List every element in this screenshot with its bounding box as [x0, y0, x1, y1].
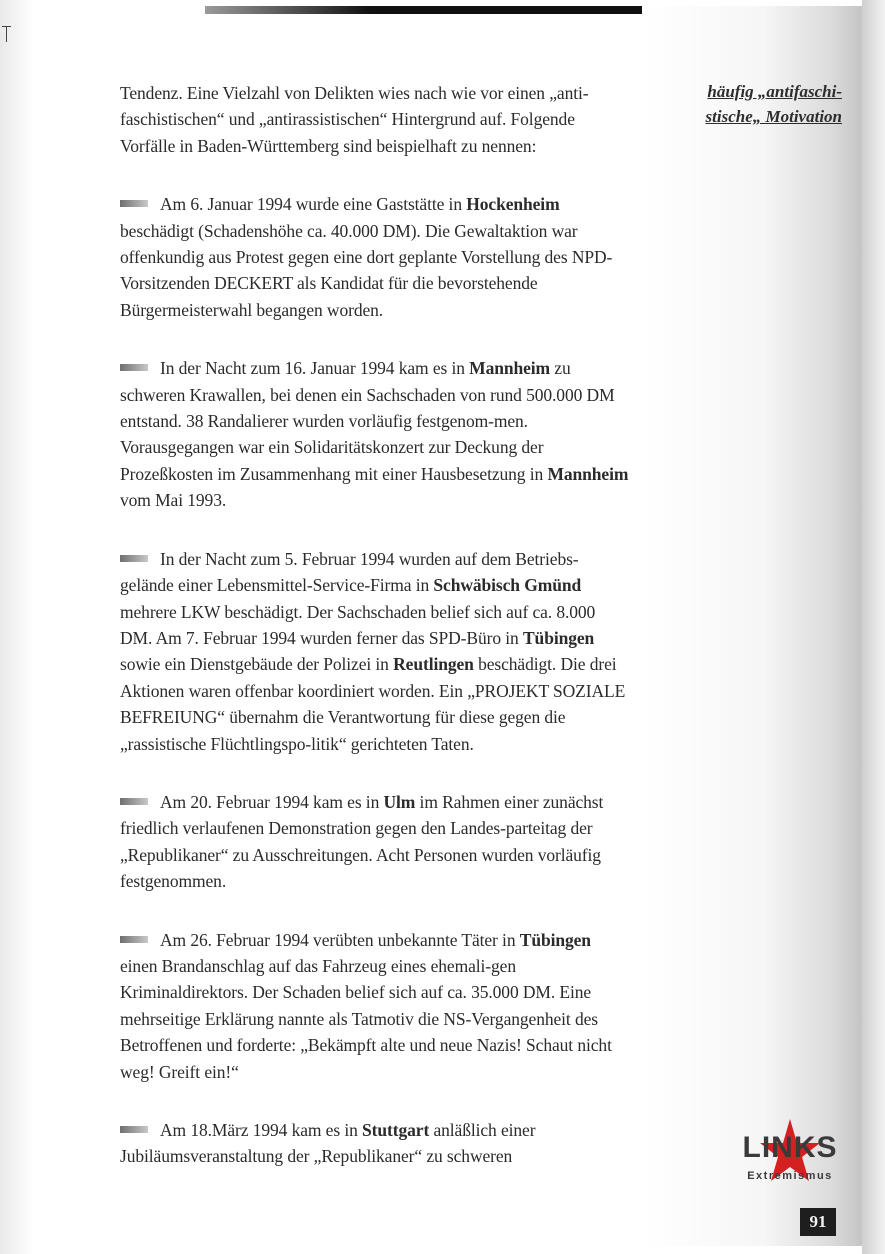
logo-subtitle: Extremismus — [747, 1170, 833, 1182]
paragraph-text: einen Brandanschlag auf das Fahrzeug eines ehemali-gen Kriminaldirektors. Der Schaden belief sich auf ca. 35.000 DM. Eine mehrseitige Erklärung nannte als Tatmotiv die NS-Vergangenheit des Betroffenen und forderte: „Bekämpft alte und neue Nazis! Schaut nicht weg! Greift ein!“ — [120, 955, 612, 1082]
paragraph — [120, 546, 630, 757]
logo-title: LINKS — [742, 1131, 838, 1164]
bullet-icon — [120, 798, 148, 805]
paragraph — [120, 80, 630, 159]
paragraph-text: anläßlich einer Jubiläumsveranstaltung der „Republikaner“ zu schweren — [120, 1120, 536, 1167]
place-name: Mannheim — [469, 358, 551, 379]
paragraph-text: Am 26. Februar 1994 verübten unbekannte Täter in — [160, 929, 520, 950]
paragraph-text: In der Nacht zum 16. Januar 1994 kam es in — [160, 358, 470, 379]
bullet-icon — [120, 936, 148, 943]
page-left-edge — [0, 0, 34, 1254]
place-name: Ulm — [383, 791, 416, 812]
place-name: Tübingen — [522, 627, 595, 648]
page-number: 91 — [800, 1208, 836, 1236]
place-name: Stuttgart — [362, 1120, 430, 1140]
paragraph — [120, 1117, 630, 1170]
body-text — [120, 80, 630, 1170]
place-name: Reutlingen — [393, 654, 474, 675]
bullet-icon — [120, 1126, 148, 1133]
bullet-icon — [120, 364, 148, 371]
paragraph-text: vom Mai 1993. — [120, 490, 227, 511]
bullet-icon — [120, 200, 148, 207]
paragraph-text: Am 6. Januar 1994 wurde eine Gaststätte in — [160, 194, 467, 215]
paragraph — [120, 789, 630, 895]
paragraph-text: beschädigt (Schadenshöhe ca. 40.000 DM). Die Gewaltaktion war offenkundig aus Protest gegen eine dort geplante Vorstellung des NPD-Vorsitzenden DECKERT als Kandidat für die bevorstehende Bürgermeisterwahl begangen worden. — [120, 220, 613, 320]
place-name: Schwäbisch Gmünd — [433, 575, 582, 596]
bullet-icon — [120, 555, 148, 562]
links-extremismus-logo — [736, 1117, 844, 1197]
paragraph-text: Am 18.März 1994 kam es in — [160, 1120, 363, 1140]
paragraph-text: beschädigt. Die drei Aktionen waren offenbar koordiniert worden. Ein „PROJEKT SOZIALE BEFREIUNG“ übernahm die Verantwortung für diese gegen die „rassistische Flüchtlingspo-litik“ gerichteten Taten. — [120, 654, 626, 754]
paragraph-text: im Rahmen einer zunächst friedlich verlaufenen Demonstration gegen den Landes-parteitag der „Republikaner“ zu Ausschreitungen. Acht Personen wurden vorläufig festgenommen. — [120, 791, 604, 892]
paragraph-text: sowie ein Dienstgebäude der Polizei in — [120, 654, 394, 675]
page-shadow — [862, 0, 885, 1254]
paragraph — [120, 191, 630, 323]
margin-gutter — [642, 6, 863, 1246]
crop-mark — [6, 26, 7, 42]
place-name: Hockenheim — [466, 194, 560, 215]
paragraph-text: Am 20. Februar 1994 kam es in — [160, 791, 384, 812]
place-name: Tübingen — [519, 929, 591, 950]
paragraph-text: zu schweren Krawallen, bei denen ein Sachschaden von rund 500.000 DM entstand. 38 Randalierer wurden vorläufig festgenom-men. Vorausgegangen war ein Solidaritätskonzert zur Deckung der Prozeßkosten im Zusammenhang mit einer Hausbesetzung in — [120, 358, 615, 484]
paragraph — [120, 355, 630, 513]
place-name: Mannheim — [547, 463, 629, 484]
paragraph-text: Tendenz. Eine Vielzahl von Delikten wies nach wie vor einen „anti-faschistischen“ und „antirassistischen“ Hintergrund auf. Folgende Vorfälle in Baden-Württemberg sind beispielhaft zu nennen: — [120, 83, 589, 156]
margin-note: häufig „antifaschi-stische„ Motivation — [705, 82, 842, 126]
paragraph-text: In der Nacht zum 5. Februar 1994 wurden auf dem Betriebs-gelände einer Lebensmittel-Service-Firma in — [120, 548, 579, 596]
paragraph-text: mehrere LKW beschädigt. Der Sachschaden belief sich auf ca. 8.000 DM. Am 7. Februar 1994 wurden ferner das SPD-Büro in — [120, 601, 596, 648]
paragraph — [120, 927, 630, 1085]
